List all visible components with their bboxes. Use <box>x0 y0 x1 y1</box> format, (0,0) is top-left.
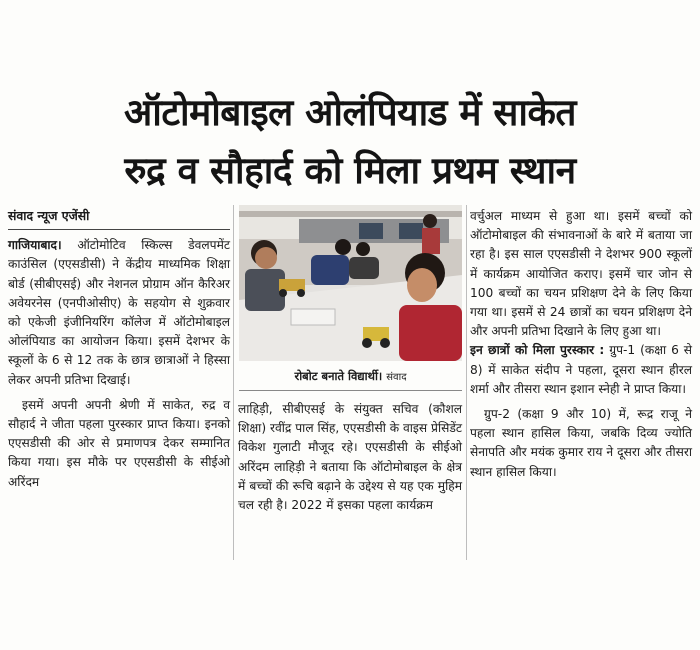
right-column <box>470 207 692 482</box>
photo-caption-text: रोबोट बनाते विद्यार्थी। <box>294 368 383 383</box>
headline-line-2: रुद्र व सौहार्द को मिला प्रथम स्थान <box>124 149 576 192</box>
students-robot-photo <box>239 205 462 361</box>
right-paragraph-2-text: ग्रुप-1 (कक्षा 6 से 8) में साकेत संदीप ने पहला, दूसरा स्थान हीरल शर्मा और तीसरा स्थान इशान स्नेही ने प्राप्त किया। <box>470 343 693 396</box>
photo-credit: संवाद <box>386 372 407 383</box>
byline-rule <box>8 229 230 230</box>
right-paragraph-2 <box>470 341 692 399</box>
awards-subhead: इन छात्रों को मिला पुरस्कार : <box>470 343 605 358</box>
headline-line-1: ऑटोमोबाइल ओलंपियाड में साकेत <box>124 91 576 134</box>
column-divider-right <box>466 205 467 560</box>
right-paragraph-3: ग्रुप-2 (कक्षा 9 और 10) में, रूद्र राजू ने पहला स्थान हासिल किया, जबकि दिव्य ज्योति सेनापति और मयंक कुमार राय ने दूसरा और तीसरा स्थान हासिल किया। <box>470 407 692 479</box>
middle-paragraph-1: लाहिड़ी, सीबीएसई के संयुक्त सचिव (कौशल शिक्षा) रवींद्र पाल सिंह, एएसडीसी के वाइस प्रेसिडेंट विकेश गुलाटी मौजूद रहे। एएसडीसी के सीईओ अरिंदम लाहिड़ी ने बताया कि ऑटोमोबाइल के क्षेत्र में बच्चों की रूचि बढ़ाने के उद्देश्य से यह एक मुहिम चल रही है। 2022 में इसका पहला कार्यक्रम <box>238 402 462 513</box>
headline <box>8 84 692 200</box>
photo-caption <box>239 362 462 391</box>
left-column <box>8 206 230 492</box>
left-paragraph-1 <box>8 236 230 390</box>
middle-column <box>238 400 462 515</box>
column-divider-left <box>233 205 234 560</box>
left-paragraph-2: इसमें अपनी अपनी श्रेणी में साकेत, रुद्र व सौहार्द ने जीता पहला पुरस्कार प्राप्त किया। इनको एएसडीसी की ओर से प्रमाणपत्र देकर सम्मानित किया गया। इस मौके पर एएसडीसी के सीईओ अरिंदम <box>8 397 230 489</box>
byline: संवाद न्यूज एजेंसी <box>8 208 90 223</box>
right-paragraph-1: वर्चुअल माध्यम से हुआ था। इसमें बच्चों को ऑटोमोबाइल की संभावनाओं के बारे में बताया जा रहा है। इस साल एएसडीसी ने देशभर 900 स्कूलों में कार्यक्रम आयोजित कराए। इसमें चार जोन से 100 बच्चों का चयन प्रशिक्षण देने के लिए किया गया था। इसमें से 24 छात्रों का चयन प्रशिक्षण देने और अपनी प्रतिभा दिखाने के लिए हुआ था। <box>470 209 692 339</box>
left-paragraph-1-text: ऑटोमोटिव स्किल्स डेवलपमेंट काउंसिल (एएसडीसी) ने केंद्रीय माध्यमिक शिक्षा बोर्ड (सीबीएसई) और नेशनल प्रोग्राम ऑन कैरिअर अवेयरनेस (एनपीओसीए) के सहयोग से शुक्रवार को एकेजी इंजीनियरिंग कॉलेज में ऑटोमोबाइल ओलंपियाड का आयोजन किया। इसमें देशभर के स्कूलों के 6 से 12 तक के छात्र छात्राओं ने हिस्सा लेकर अपनी प्रतिभा दिखाई। <box>8 238 230 387</box>
dateline: गाजियाबाद। <box>8 238 62 253</box>
news-photo <box>239 205 462 361</box>
